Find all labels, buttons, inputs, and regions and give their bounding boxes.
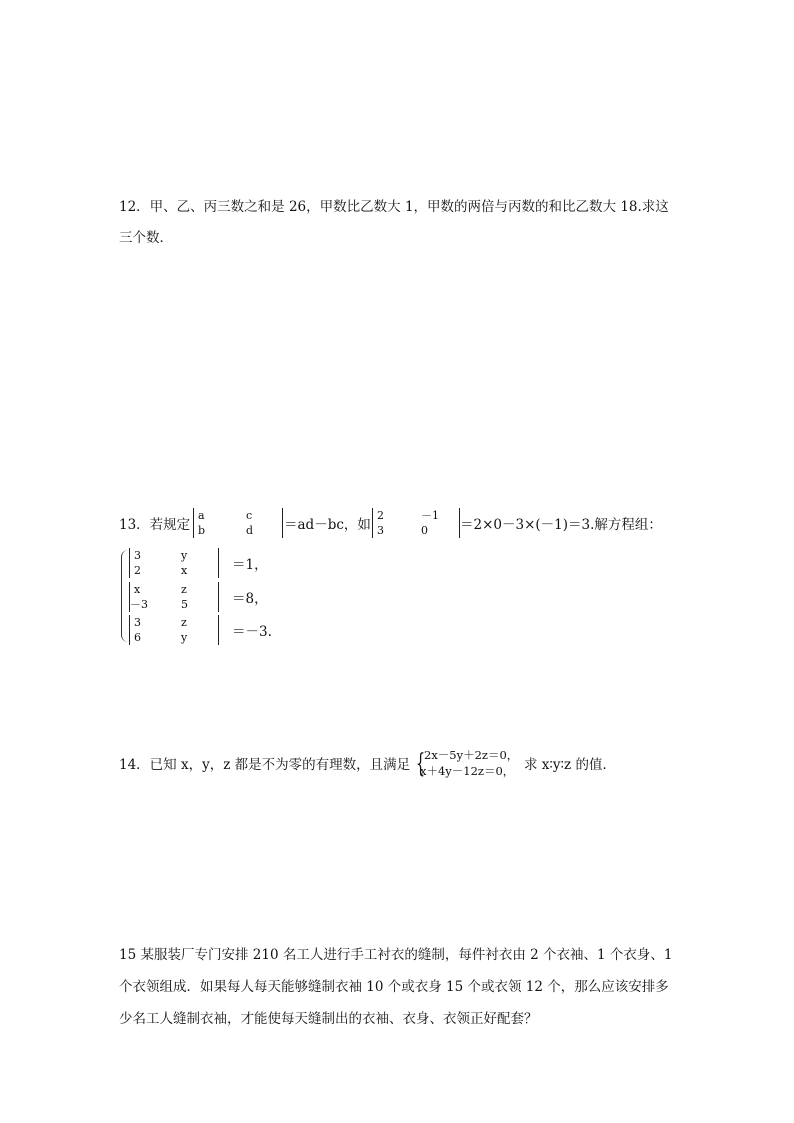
eq3-entry-c: z	[181, 616, 187, 629]
q14-equation-1: 2x－5y＋2z＝0，	[424, 748, 519, 762]
det-entry-c: c	[246, 509, 253, 522]
equation-3-determinant	[129, 615, 219, 645]
equation-2-determinant	[129, 582, 219, 612]
q14-prefix: 14．已知 x，y，z 都是不为零的有理数，且满足	[119, 757, 411, 773]
q12-line2: 三个数．	[119, 230, 173, 246]
definition-result: ＝ad－bc，如	[284, 517, 371, 533]
equation-2-rhs: ＝8，	[232, 591, 268, 607]
eq2-entry-a: x	[134, 583, 141, 596]
eq1-entry-d: x	[181, 564, 188, 577]
eq2-entry-b: －3	[130, 598, 148, 611]
eq3-entry-a: 3	[134, 616, 141, 629]
q14-suffix: 求 x∶y∶z 的值．	[524, 757, 616, 773]
ex-entry-a: 2	[377, 509, 384, 522]
eq1-entry-b: 2	[134, 564, 141, 577]
q15-line2: 个衣领组成．如果每人每天能够缝制衣袖 10 个或衣身 15 个或衣领 12 个，那么应该安排多	[119, 979, 669, 995]
q14-equation-2: x＋4y－12z＝0，	[420, 764, 515, 778]
definition-determinant	[193, 508, 283, 538]
q14-system-brace: {	[416, 749, 426, 779]
q13-prefix: 13．若规定	[119, 517, 191, 533]
ex-entry-c: －1	[421, 509, 439, 522]
eq3-entry-d: y	[181, 631, 188, 644]
system-brace	[121, 550, 128, 642]
det-entry-d: d	[246, 524, 254, 537]
q15-line3: 少名工人缝制衣袖，才能使每天缝制出的衣袖、衣身、衣领正好配套？	[119, 1011, 538, 1027]
q15-line1: 15 某服装厂专门安排 210 名工人进行手工衬衣的缝制，每件衬衣由 2 个衣袖、1 个衣身、1	[119, 947, 673, 963]
ex-entry-d: 0	[421, 524, 428, 537]
equation-3-rhs: ＝－3.	[232, 624, 272, 640]
equation-1-determinant	[129, 548, 219, 578]
q12-line1: 12．甲、乙、丙三数之和是 26，甲数比乙数大 1，甲数的两倍与丙数的和比乙数大 18.求这	[119, 199, 669, 215]
eq1-entry-c: y	[181, 549, 188, 562]
det-entry-a: a	[198, 509, 205, 522]
eq2-entry-c: z	[181, 583, 187, 596]
example-determinant	[372, 508, 460, 538]
ex-entry-b: 3	[377, 524, 384, 537]
example-result: ＝2×0－3×(－1)＝3.解方程组：	[460, 517, 662, 533]
det-entry-b: b	[198, 524, 206, 537]
equation-1-rhs: ＝1，	[232, 557, 268, 573]
eq1-entry-a: 3	[134, 549, 141, 562]
eq3-entry-b: 6	[134, 631, 141, 644]
eq2-entry-d: 5	[181, 598, 188, 611]
